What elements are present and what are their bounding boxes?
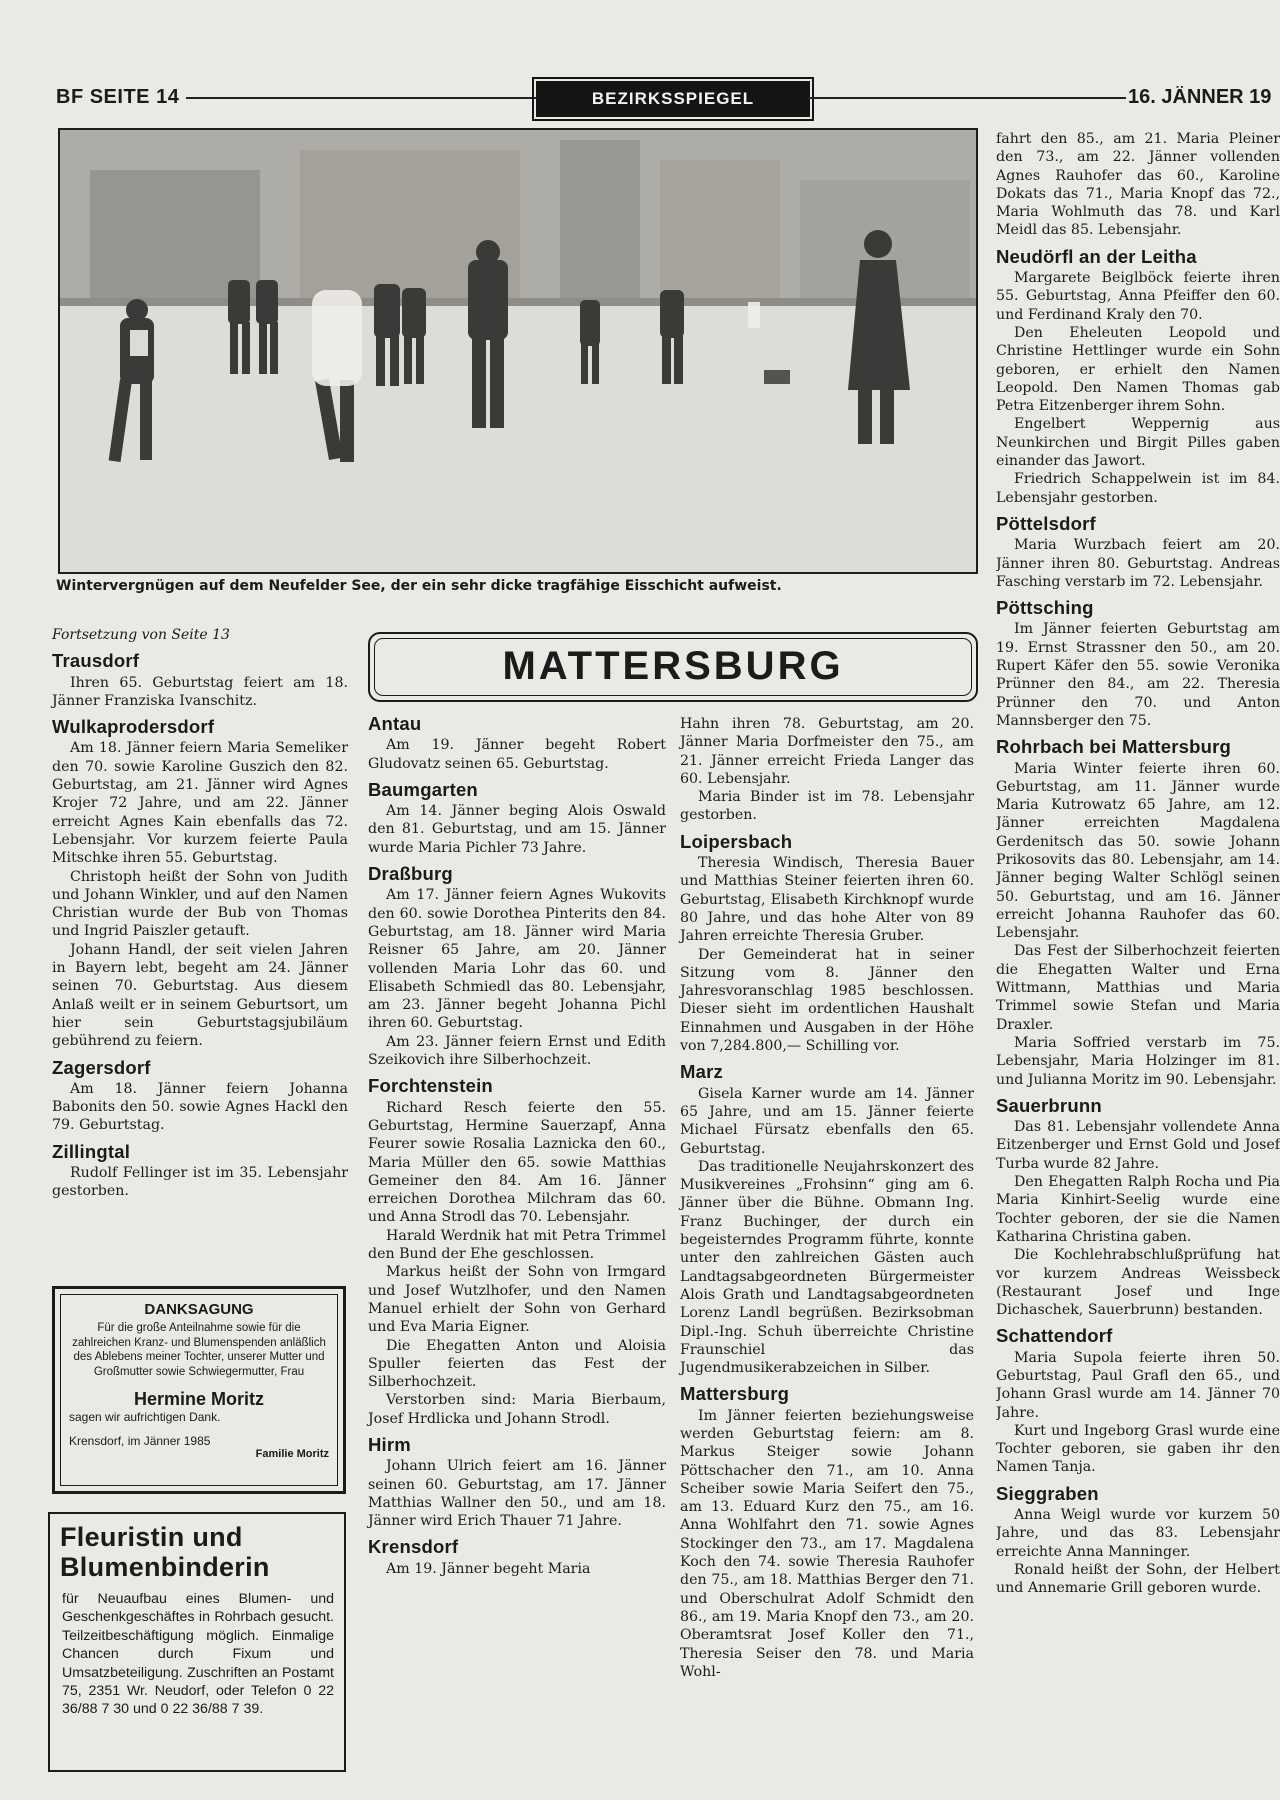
article-paragraph: Johann Handl, der seit vielen Jahren in Bayern lebt, begeht am 24. Jänner seinen 70. Geburtstag. Aus diesem Anlaß weilt er in seinem Geburtsort, um hier sein Geburtstagsjubiläum gebührend zu feiern. bbox=[52, 941, 348, 1050]
article-paragraph: Rudolf Fellinger ist im 35. Lebensjahr gestorben. bbox=[52, 1165, 348, 1200]
header-rule-left bbox=[186, 97, 536, 99]
section-heading-antau: Antau bbox=[368, 713, 422, 734]
article-paragraph: Theresia Windisch, Theresia Bauer und Matthias Steiner feierten ihren 60. Geburtstag, Elisabeth Kirchknopf wurde 80 Jahre, und das hohe Alter von 89 Jahren erreichte Theresia Gruber. bbox=[680, 855, 974, 945]
article-paragraph: Engelbert Weppernig aus Neunkirchen und Birgit Pilles gaben einander das Jawort. bbox=[996, 416, 1280, 470]
article-paragraph: Das Fest der Silberhochzeit feierten die Ehegatten Walter und Erna Wittmann, Matthias und Maria Trimmel sowie Stefan und Maria Draxler. bbox=[996, 943, 1280, 1033]
column-4 bbox=[996, 130, 1280, 1598]
ice-skating-photo bbox=[58, 128, 978, 574]
column-2 bbox=[368, 715, 666, 1578]
section-heading-mattersburg: Mattersburg bbox=[680, 1383, 790, 1405]
section-heading-trausdorf: Trausdorf bbox=[52, 650, 140, 672]
article-paragraph: Am 19. Jänner begeht Maria bbox=[386, 1560, 591, 1577]
article-paragraph: Im Jänner feierten beziehungsweise werden Geburtstag feiern: am 8. Markus Steiger sowie Johann Pöttschacher den 71., am 10. Anna Scheiber sowie Maria Seifert den 75., am 13. Eduard Kurz den 75., am 16. Anna Wohlfahrt den 71. sowie Agnes Stockinger den 73., am 17. Magdalena Koch den 74. sowie Theresia Rauhofer den 75., am 18. Matthias Berger den 71. und Oberschulrat Adolf Schmidt den 86., am 19. Maria Knopf den 73., am 20. Oberamtsrat Josef Koller den 71., Theresia Seiser den 78. und Maria Wohl- bbox=[680, 1407, 974, 1680]
issue-date: 16. JÄNNER 19 bbox=[1128, 86, 1272, 108]
section-heading-neudoerfl: Neudörfl an der Leitha bbox=[996, 245, 1197, 267]
article-paragraph: Maria Supola feierte ihren 50. Geburtstag, Paul Grafl den 65., und Johann Grasl wurde am 14. Jänner 70 Jahre. bbox=[996, 1349, 1280, 1421]
job-ad bbox=[48, 1512, 346, 1772]
article-paragraph: Maria Wurzbach feiert am 20. Jänner ihren 80. Geburtstag. Andreas Fasching verstarb im 72. Lebensjahr. bbox=[996, 537, 1280, 590]
article-paragraph: Johann Ulrich feiert am 16. Jänner seinen 60. Geburtstag, am 17. Jänner Matthias Wallner den 50., und am 18. Jänner wird Erich Thauer 71 Jahre. bbox=[368, 1458, 666, 1530]
danksagung-title: DANKSAGUNG bbox=[144, 1301, 254, 1318]
article-paragraph: Das 81. Lebensjahr vollendete Anna Eitzenberger und Ernst Gold und Josef Turba wurde 82 Jahre. bbox=[996, 1119, 1280, 1172]
article-paragraph: Ronald heißt der Sohn, der Helbert und Annemarie Grill geboren wurde. bbox=[996, 1561, 1280, 1597]
article-paragraph: Das traditionelle Neujahrskonzert des Musikvereines „Frohsinn“ ging am 6. Jänner über die Bühne. Obmann Ing. Franz Buchinger, der durch ein begeisterndes Programm führte, konnte unter den zahlreichen Gästen auch Landtagsabgeordneten Bürgermeister Alois Grath und Landtagsabgeordneten Lorenz Landl begrüßen. Bezirksobman Dipl.-Ing. Schuh überreichte Christine Fraunschiel das Jugendmusikerabzeichen in Silber. bbox=[680, 1158, 974, 1377]
section-heading-drassburg: Draßburg bbox=[368, 863, 453, 885]
article-paragraph: Gisela Karner wurde am 14. Jänner 65 Jahre, und am 15. Jänner feierte Michael Fürsatz ebenfalls den 65. Geburtstag. bbox=[680, 1085, 974, 1157]
danksagung-ad-inner bbox=[60, 1294, 338, 1486]
article-paragraph: Am 18. Jänner feiern Maria Semeliker den 70. sowie Karoline Guszich den 82. Geburtstag, am 21. Jänner wird Agnes Krojer 72 Jahre, und am 22. Jänner erreicht Agnes Kain ebenfalls das 72. Lebensjahr. Vor kurzem feierte Paula Mitschke ihren 55. Geburtstag. bbox=[52, 740, 348, 867]
article-paragraph: Harald Werdnik hat mit Petra Trimmel den Bund der Ehe geschlossen. bbox=[368, 1227, 666, 1263]
article-paragraph: Die Kochlehrabschlußprüfung hat vor kurzem Andreas Weissbeck (Restaurant Josef und Inge Dichaschek, Sauerbrunn) bestanden. bbox=[996, 1247, 1280, 1319]
article-paragraph: Im Jänner feierten Geburtstag am 19. Ernst Strassner den 50., am 20. Rupert Käfer den 55. sowie Veronika Prünner den 84., am 22. Theresia Prünner den 70. und Anton Mannsberger den 75. bbox=[996, 621, 1280, 729]
region-masthead bbox=[368, 632, 978, 702]
article-paragraph: Am 19. Jänner begeht Robert Gludovatz seinen 65. Geburtstag. bbox=[368, 737, 666, 772]
danksagung-signature: Familie Moritz bbox=[255, 1448, 329, 1460]
section-heading-zillingtal: Zillingtal bbox=[52, 1140, 131, 1162]
danksagung-ad bbox=[52, 1286, 346, 1494]
header-rule-right bbox=[808, 97, 1126, 99]
section-heading-sauerbrunn: Sauerbrunn bbox=[996, 1094, 1102, 1116]
section-heading-loipersbach: Loipersbach bbox=[680, 830, 793, 852]
article-paragraph: Hahn ihren 78. Geburtstag, am 20. Jänner Maria Dorfmeister den 75., am 21. Jänner erreicht Frieda Langer das 60. Lebensjahr. bbox=[680, 716, 974, 787]
article-paragraph: Am 14. Jänner beging Alois Oswald den 81. Geburtstag, und am 15. Jänner wurde Maria Pichler 73 Jahre. bbox=[368, 803, 666, 856]
section-heading-sieggraben: Sieggraben bbox=[996, 1482, 1099, 1504]
article-paragraph: Kurt und Ingeborg Grasl wurde eine Tochter geboren, sie gaben ihr den Namen Tanja. bbox=[996, 1422, 1280, 1476]
article-paragraph: Verstorben sind: Maria Bierbaum, Josef Hrdlicka und Johann Strodl. bbox=[368, 1392, 666, 1427]
section-title: BEZIRKSSPIEGEL bbox=[536, 81, 810, 117]
section-heading-hirm: Hirm bbox=[368, 1433, 411, 1455]
job-ad-body: für Neuaufbau eines Blumen- und Geschenkgeschäftes in Rohrbach gesucht. Teilzeitbeschäftigung möglich. Einmalige Chancen durch Fixum und Umsatzbeteiligung. Zuschriften an Postamt 75, 2351 Wr. Neudorf, oder Telefon 0 22 36/88 7 30 und 0 22 36/88 7 39. bbox=[62, 1591, 334, 1718]
article-paragraph: Richard Resch feierte den 55. Geburtstag, Hermine Sauerzapf, Anna Feurer sowie Rosalia Laznicka den 60., Maria Müller den 65. sowie Matthias Gemeiner den 84. Am 16. Jänner erreichen Dorothea Milchram das 60. und Anna Strodl das 70. Lebensjahr. bbox=[368, 1099, 666, 1226]
section-heading-poettelsdorf: Pöttelsdorf bbox=[996, 512, 1096, 534]
danksagung-name: Hermine Moritz bbox=[133, 1389, 265, 1409]
photo-caption: Wintervergnügen auf dem Neufelder See, der ein sehr dicke tragfähige Eisschicht aufweist. bbox=[56, 578, 782, 594]
article-paragraph: Markus heißt der Sohn von Irmgard und Josef Wutzlhofer, und den Namen Manuel erhielt der Sohn von Gerhard und Eva Maria Eigner. bbox=[368, 1264, 666, 1336]
section-heading-marz: Marz bbox=[680, 1061, 723, 1083]
article-paragraph: Maria Soffried verstarb im 75. Lebensjahr, Maria Holzinger im 81. und Julianna Moritz im 90. Lebensjahr. bbox=[996, 1034, 1280, 1088]
article-paragraph: Ihren 65. Geburtstag feiert am 18. Jänner Franziska Ivanschitz. bbox=[52, 674, 348, 709]
section-heading-baumgarten: Baumgarten bbox=[368, 778, 478, 800]
section-heading-zagersdorf: Zagersdorf bbox=[52, 1056, 151, 1078]
column-1 bbox=[52, 626, 348, 1201]
article-paragraph: Maria Winter feierte ihren 60. Geburtstag, am 11. Jänner wurde Maria Kutrowatz 65 Jahre, am 12. Jänner erreichten Magdalena Gerdenitsch das 50. sowie Johann Prikosovits das 80. Lebensjahr, am 14. Jänner beging Walter Schlögl seinen 50. Geburtstag, und am 16. Jänner erreicht Johanna Rauhofer das 60. Lebensjahr. bbox=[996, 760, 1280, 942]
continuation-note: Fortsetzung von Seite 13 bbox=[52, 627, 230, 643]
danksagung-place-date: Krensdorf, im Jänner 1985 bbox=[69, 1434, 211, 1448]
article-paragraph: Den Eheleuten Leopold und Christine Hettlinger wurde ein Sohn geboren, er erhielt den Namen Leopold. Den Namen Thomas gab Petra Eitzenberger ihrem Sohn. bbox=[996, 324, 1280, 415]
section-heading-krensdorf: Krensdorf bbox=[368, 1536, 459, 1558]
article-paragraph: fahrt den 85., am 21. Maria Pleiner den 73., am 22. Jänner vollenden Agnes Rauhofer das 60., Karoline Dokats das 71., Maria Knopf das 72., Maria Wohlmuth das 78. und Karl Meidl das 85. Lebensjahr. bbox=[996, 131, 1280, 239]
job-ad-title: Fleuristin und Blumenbinderin bbox=[60, 1522, 270, 1582]
section-heading-forchtenstein: Forchtenstein bbox=[368, 1075, 493, 1097]
article-paragraph: Der Gemeinderat hat in seiner Sitzung vom 8. Jänner den Jahresvoranschlag 1985 beschlossen. Dieser sieht im ordentlichen Haushalt Einnahmen und Ausgaben in der Höhe von 7,284.800,— Schilling vor. bbox=[680, 946, 974, 1055]
article-paragraph: Maria Binder ist im 78. Lebensjahr gestorben. bbox=[680, 789, 974, 824]
danksagung-thanks: sagen wir aufrichtigen Dank. bbox=[69, 1410, 221, 1424]
section-heading-wulkaprodersdorf: Wulkaprodersdorf bbox=[52, 716, 215, 738]
article-paragraph: Am 18. Jänner feiern Johanna Babonits den 50. sowie Agnes Hackl den 79. Geburtstag. bbox=[52, 1080, 348, 1134]
danksagung-body: Für die große Anteilnahme sowie für die zahlreichen Kranz- und Blumenspenden anläßlich des Ablebens meiner Tochter, unserer Mutter und Großmutter sowie Schwiegermutter, Frau bbox=[72, 1322, 326, 1378]
section-heading-poettsching: Pöttsching bbox=[996, 597, 1094, 619]
article-paragraph: Friedrich Schappelwein ist im 84. Lebensjahr gestorben. bbox=[996, 471, 1280, 506]
article-paragraph: Den Ehegatten Ralph Rocha und Pia Maria Kinhirt-Seelig wurde eine Tochter geboren, der sie die Namen Katharina Christina gaben. bbox=[996, 1174, 1280, 1245]
article-paragraph: Margarete Beiglböck feierte ihren 55. Geburtstag, Anna Pfeiffer den 60. und Ferdinand Kraly den 70. bbox=[996, 270, 1280, 323]
photo-illustration bbox=[60, 130, 976, 572]
article-paragraph: Anna Weigl wurde vor kurzem 50 Jahre, und das 83. Lebensjahr erreichte Anna Manninger. bbox=[996, 1507, 1280, 1560]
article-paragraph: Die Ehegatten Anton und Aloisia Spuller feierten das Fest der Silberhochzeit. bbox=[368, 1337, 666, 1391]
article-paragraph: Christoph heißt der Sohn von Judith und Johann Winkler, und auf den Namen Christian wurde der Bub von Thomas und Ingrid Paiszler getauft. bbox=[52, 868, 348, 940]
section-heading-schattendorf: Schattendorf bbox=[996, 1325, 1113, 1347]
article-paragraph: Am 23. Jänner feiern Ernst und Edith Szeikovich ihre Silberhochzeit. bbox=[368, 1033, 666, 1069]
page-number: BF SEITE 14 bbox=[56, 86, 180, 108]
section-heading-rohrbach: Rohrbach bei Mattersburg bbox=[996, 736, 1232, 758]
column-3 bbox=[680, 715, 974, 1681]
article-paragraph: Am 17. Jänner feiern Agnes Wukovits den 60. sowie Dorothea Pinterits den 84. Geburtstag, am 18. Jänner wird Maria Reisner 65 Jahre, am 20. Jänner vollenden Maria Lohr das 60. und Elisabeth Schmiedl das 80. Lebensjahr, am 23. Jänner begeht Johanna Pichl ihren 60. Geburtstag. bbox=[368, 887, 666, 1032]
region-masthead-title: MATTERSBURG bbox=[374, 638, 972, 696]
